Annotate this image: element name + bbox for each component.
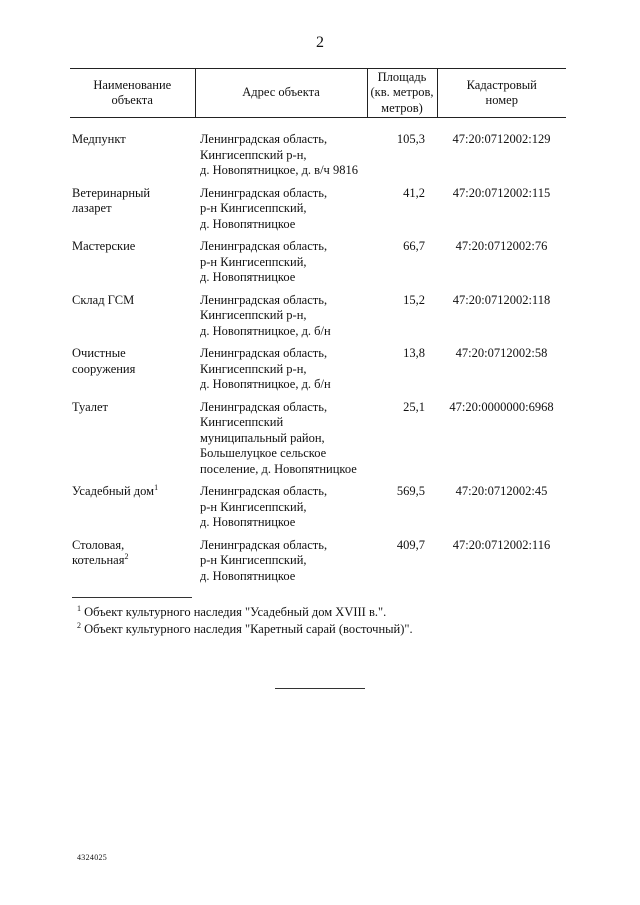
object-area: 25,1 <box>403 399 425 414</box>
header-area <box>367 69 437 118</box>
cadastral-number: 47:20:0712002:129 <box>452 132 551 146</box>
object-name-text: сооружения <box>72 361 136 376</box>
object-area: 13,8 <box>403 346 425 360</box>
address-line: р-н Кингисеппский, <box>200 499 307 514</box>
object-name-text: лазарет <box>72 201 112 215</box>
table-row <box>70 118 566 186</box>
object-name-text: Ветеринарный <box>72 185 151 200</box>
address-line: р-н Кингисеппский, <box>200 553 307 567</box>
object-name <box>70 484 195 538</box>
address-line: д. Новопятницкое <box>200 216 296 231</box>
address-line: р-н Кингисеппский, <box>200 254 307 269</box>
address-line: Ленинградская область, <box>200 239 328 253</box>
table-row <box>70 400 566 485</box>
object-address <box>195 239 367 293</box>
address-line: Ленинградская область, <box>200 346 328 360</box>
footnote-reference: 2 <box>124 551 129 561</box>
cadastral-number: 47:20:0712002:116 <box>452 537 551 552</box>
address-line: поселение, д. Новопятницкое <box>200 461 357 476</box>
header-address-line: Адрес объекта <box>242 85 320 100</box>
object-name-text: Мастерские <box>72 239 136 253</box>
object-name-text: Усадебный дом <box>72 484 155 498</box>
table-row <box>70 346 566 400</box>
footnote-divider <box>72 597 192 598</box>
footnote-item <box>77 604 413 621</box>
object-name-line <box>72 239 191 255</box>
object-address <box>195 484 367 538</box>
footnote-item <box>77 621 413 638</box>
table-row <box>70 293 566 347</box>
cadastral-number: 47:20:0712002:115 <box>452 185 551 200</box>
header-area-line: (кв. метров, <box>370 85 434 100</box>
cadastral-number: 47:20:0000000:6968 <box>449 399 554 414</box>
address-line: д. Новопятницкое <box>200 568 296 583</box>
object-name <box>70 118 195 186</box>
header-cadastral-line: номер <box>485 93 518 107</box>
object-address <box>195 538 367 592</box>
footnotes <box>77 604 413 638</box>
address-line: д. Новопятницкое, д. б/н <box>200 323 331 338</box>
cadastral-number: 47:20:0712002:76 <box>455 239 548 253</box>
address-line: Кингисеппский <box>200 415 284 429</box>
object-name-text: Медпункт <box>72 132 126 146</box>
address-line: Ленинградская область, <box>200 132 328 146</box>
object-name <box>70 293 195 347</box>
object-name-text: Склад ГСМ <box>72 292 135 307</box>
address-line: д. Новопятницкое, д. б/н <box>200 377 331 391</box>
page-number: 2 <box>316 34 324 51</box>
end-divider <box>275 688 365 689</box>
table-row <box>70 538 566 592</box>
object-name <box>70 346 195 400</box>
address-line: Кингисеппский р-н, <box>200 308 307 322</box>
header-name <box>70 69 195 118</box>
object-name-line <box>72 186 191 202</box>
header-address <box>195 69 367 118</box>
object-name-line <box>72 553 191 569</box>
address-line: д. Новопятницкое <box>200 270 296 284</box>
document-code: 4324025 <box>77 853 108 862</box>
header-cadastral-line: Кадастровый <box>466 77 537 92</box>
object-name-line <box>72 293 191 309</box>
cadastral-number: 47:20:0712002:118 <box>452 292 551 307</box>
object-name <box>70 400 195 485</box>
objects-table-container <box>70 68 566 591</box>
table-row <box>70 186 566 240</box>
object-name-line <box>72 201 191 217</box>
object-area: 15,2 <box>403 292 425 307</box>
table-row <box>70 239 566 293</box>
table-body <box>70 118 566 592</box>
object-name-line <box>72 538 191 554</box>
object-name-text: Туалет <box>72 399 109 414</box>
object-name <box>70 538 195 592</box>
object-address <box>195 186 367 240</box>
object-name-text: Очистные <box>72 346 126 360</box>
cadastral-number: 47:20:0712002:58 <box>455 346 548 360</box>
object-area: 569,5 <box>396 484 425 498</box>
object-address <box>195 400 367 485</box>
object-name-text: котельная <box>72 553 125 567</box>
object-area: 41,2 <box>403 185 425 200</box>
object-address <box>195 346 367 400</box>
objects-table <box>70 68 566 591</box>
object-area: 409,7 <box>396 537 425 552</box>
address-line: муниципальный район, <box>200 430 325 445</box>
address-line: д. Новопятницкое <box>200 515 296 529</box>
address-line: д. Новопятницкое, д. в/ч 9816 <box>200 163 358 177</box>
table-row <box>70 484 566 538</box>
object-area: 66,7 <box>403 239 425 253</box>
footnote-mark: 1 <box>77 603 81 613</box>
object-name-line <box>72 346 191 362</box>
object-name <box>70 239 195 293</box>
object-name-line <box>72 400 191 416</box>
header-area-line: Площадь <box>377 69 427 84</box>
footnote-reference: 1 <box>154 482 159 492</box>
object-area: 105,3 <box>396 132 425 146</box>
header-area-line: метров) <box>381 100 423 115</box>
address-line: Ленинградская область, <box>200 399 328 414</box>
address-line: Ленинградская область, <box>200 292 328 307</box>
table-header-row <box>70 69 566 118</box>
footnote-text: Объект культурного наследия "Усадебный дом XVIII в.". <box>84 605 387 619</box>
address-line: р-н Кингисеппский, <box>200 201 307 215</box>
footnote-text: Объект культурного наследия "Каретный сарай (восточный)". <box>84 622 413 636</box>
cadastral-number: 47:20:0712002:45 <box>455 484 548 498</box>
header-cadastral <box>437 69 566 118</box>
object-name-line <box>72 362 191 378</box>
footnote-mark: 2 <box>77 620 81 630</box>
object-name-line <box>72 484 191 500</box>
header-name-line: объекта <box>111 93 153 107</box>
object-address <box>195 293 367 347</box>
address-line: Кингисеппский р-н, <box>200 147 307 162</box>
header-name-line: Наименование <box>93 77 172 92</box>
address-line: Кингисеппский р-н, <box>200 361 307 376</box>
address-line: Ленинградская область, <box>200 185 328 200</box>
address-line: Ленинградская область, <box>200 537 328 552</box>
object-address <box>195 118 367 186</box>
object-name-line <box>72 132 191 148</box>
object-name <box>70 186 195 240</box>
address-line: Большелуцкое сельское <box>200 446 327 460</box>
object-name-text: Столовая, <box>72 537 125 552</box>
address-line: Ленинградская область, <box>200 484 328 498</box>
